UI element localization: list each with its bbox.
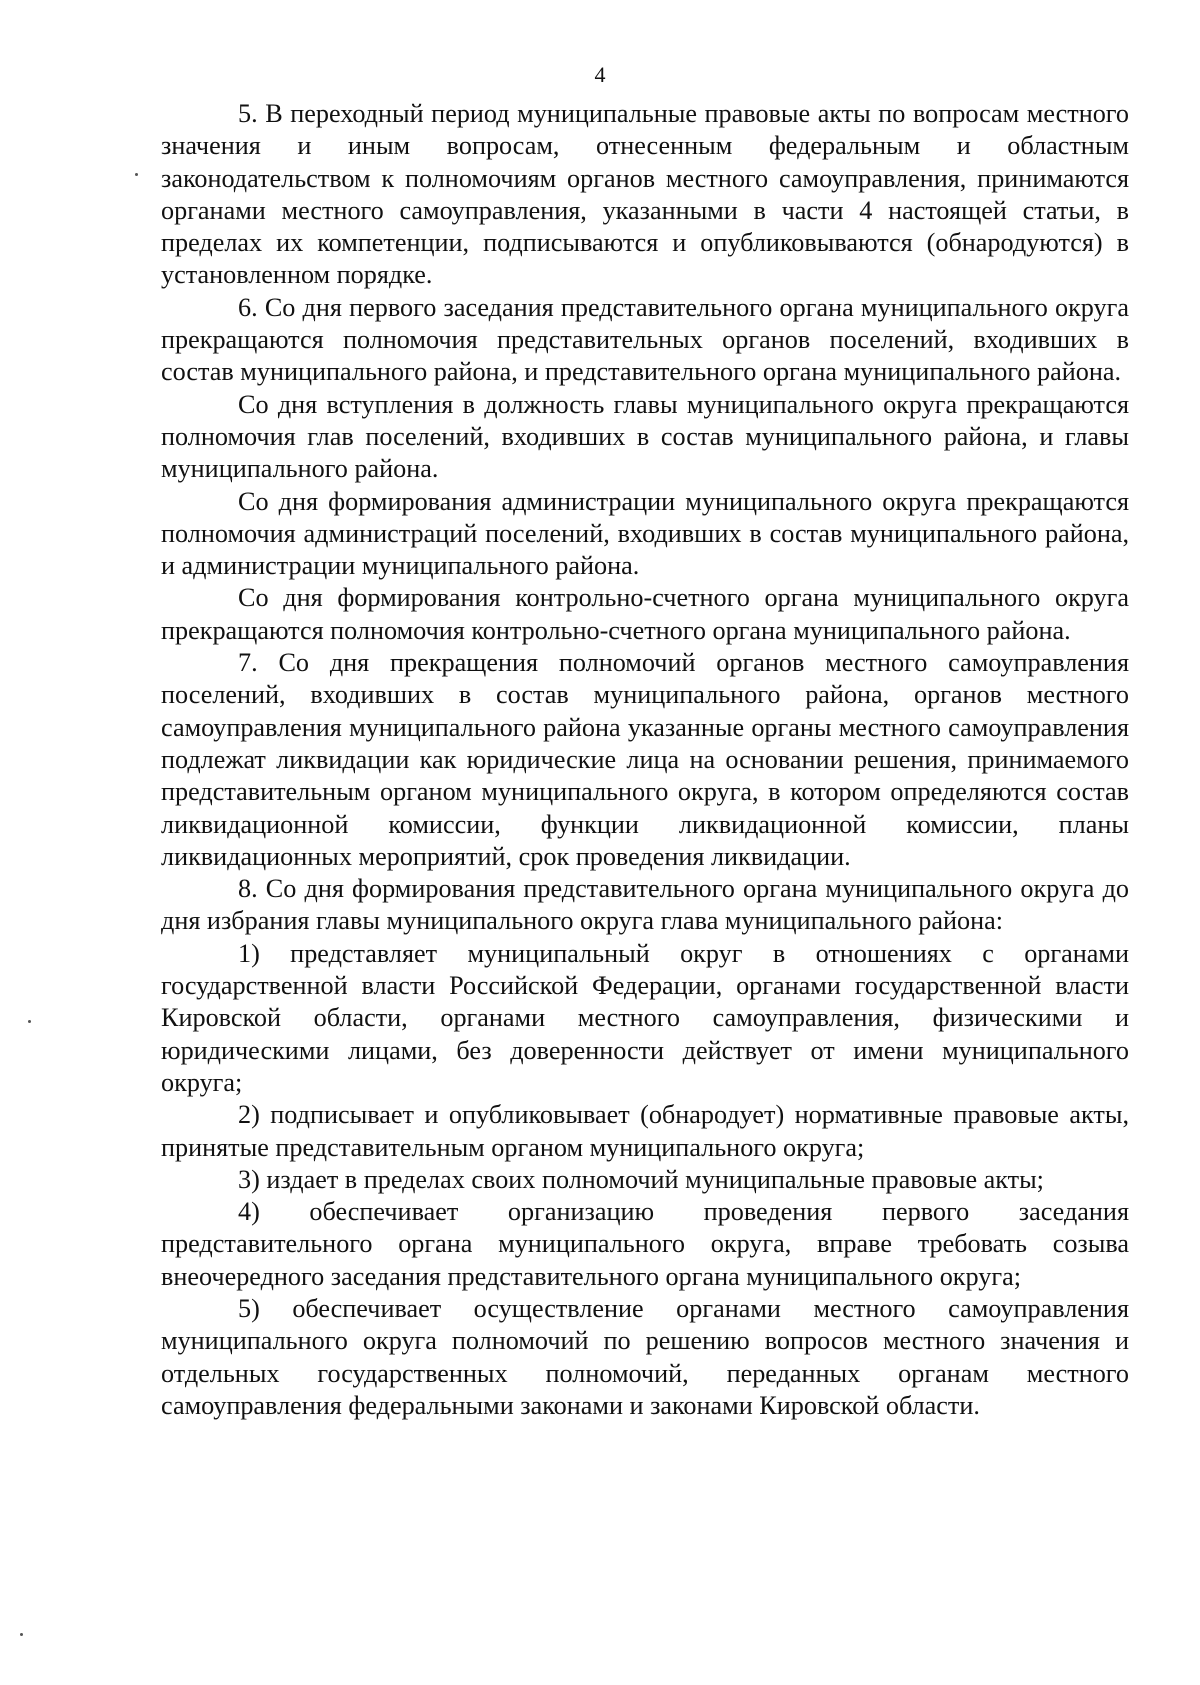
paragraph-8: 8. Со дня формирования представительного органа муниципального округа до дня избрания главы муниципального округа глава муниципального района: [161,874,1129,936]
paragraph-6: 6. Со дня первого заседания представительного органа муниципального округа прекращаются полномочия представительных органов поселений, входивших в состав муниципального района, и представительного органа муниципального района. [161,292,1129,387]
scan-speck [135,173,138,176]
paragraph-8-item-3: 3) издает в пределах своих полномочий муниципальные правовые акты; [238,1164,1044,1194]
paragraph-8-item-1: 1) представляет муниципальный округ в отношениях с органами государственной власти Российской Федерации, органами государственной власти Кировской области, органами местного самоуправления, физическими и юридическими лицами, без доверенности действует от имени муниципального округа; [161,938,1129,1097]
paragraph-6-administration: Со дня формирования администрации муниципального округа прекращаются полномочия администраций поселений, входивших в состав муниципального района, и администрации муниципального района. [161,486,1129,581]
paragraph-7: 7. Со дня прекращения полномочий органов местного самоуправления поселений, входивших в состав муниципального района, органов местного самоуправления муниципального района указанные органы местного самоуправления подлежат ликвидации как юридические лица на основании решения, принимаемого представительным органом муниципального округа, в котором определяются состав ликвидационной комиссии, функции ликвидационной комиссии, планы ликвидационных мероприятий, срок проведения ликвидации. [161,648,1129,871]
scan-speck [20,1633,23,1636]
scan-speck [28,1020,31,1023]
page-number: 4 [594,62,606,87]
paragraph-5: 5. В переходный период муниципальные правовые акты по вопросам местного значения и иным вопросам, отнесенным федеральным и областным законодательством к полномочиям органов местного самоуправления, принимаются органами местного самоуправления, указанными в части 4 настоящей статьи, в пределах их компетенции, подписываются и опубликовываются (обнародуются) в установленном порядке. [161,99,1129,290]
paragraph-8-item-5: 5) обеспечивает осуществление органами местного самоуправления муниципального округа полномочий по решению вопросов местного значения и отдельных государственных полномочий, переданных органам местного самоуправления федеральными законами и законами Кировской области. [161,1293,1129,1420]
paragraph-6-audit-body: Со дня формирования контрольно-счетного органа муниципального округа прекращаются полномочия контрольно-счетного органа муниципального района. [161,583,1129,645]
paragraph-8-item-4: 4) обеспечивает организацию проведения первого заседания представительного органа муниципального округа, вправе требовать созыва внеочередного заседания представительного органа муниципального округа; [161,1197,1129,1291]
paragraph-6-head: Со дня вступления в должность главы муниципального округа прекращаются полномочия глав поселений, входивших в состав муниципального района, и главы муниципального района. [161,389,1129,484]
document-body [161,98,1129,1422]
paragraph-8-item-2: 2) подписывает и опубликовывает (обнародует) нормативные правовые акты, принятые представительным органом муниципального округа; [161,1100,1129,1162]
